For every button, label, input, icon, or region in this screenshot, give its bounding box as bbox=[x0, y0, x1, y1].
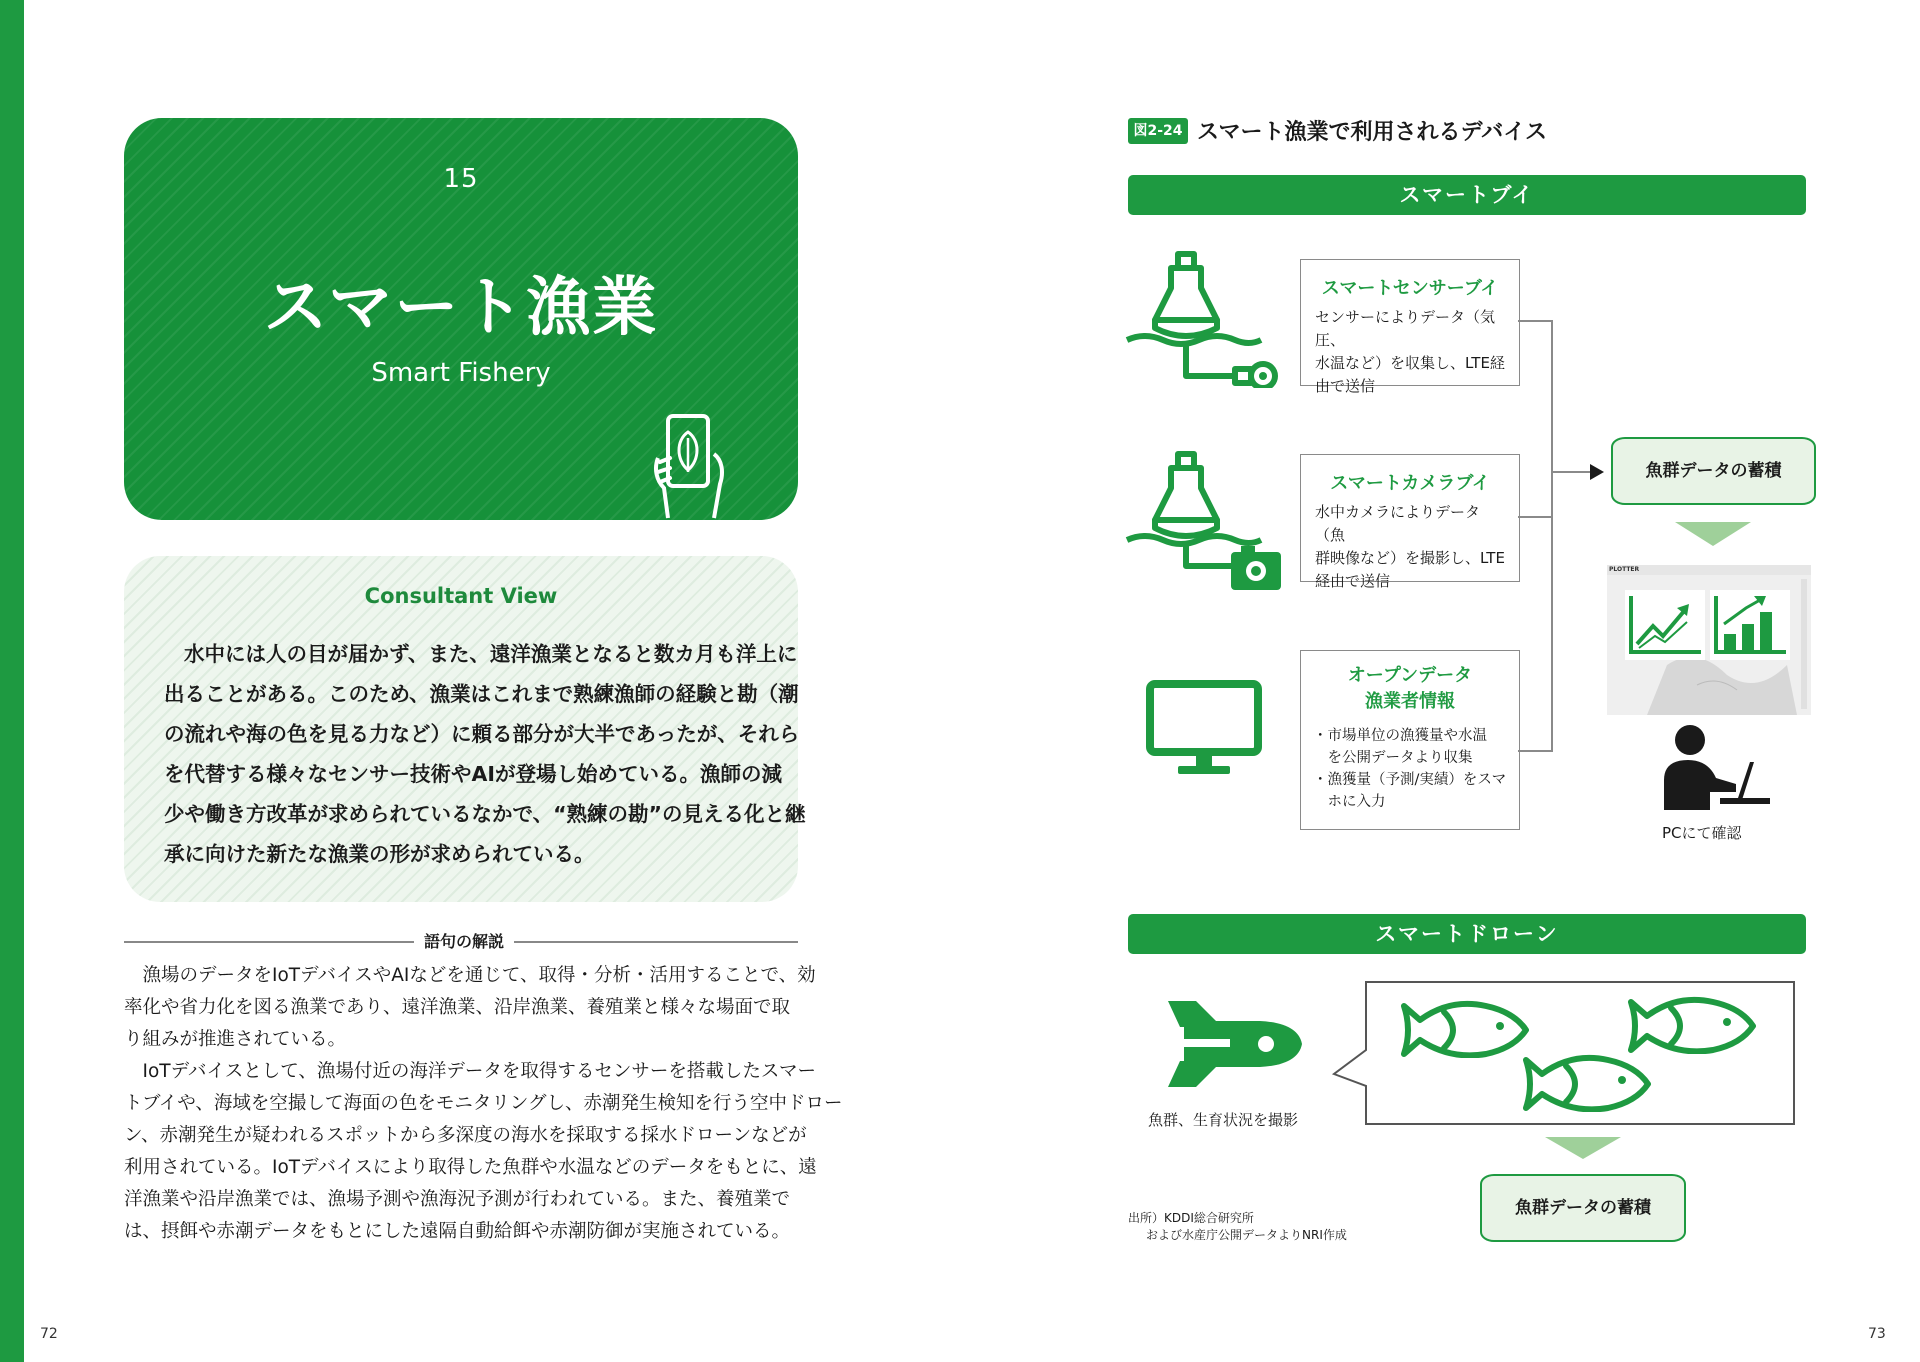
cv-line: の流れや海の色を見る力など）に頼る部分が大半であったが、それら bbox=[164, 722, 800, 746]
device-title-line: 漁業者情報 bbox=[1365, 691, 1455, 712]
source-line: 出所）KDDI総合研究所 bbox=[1128, 1211, 1254, 1225]
sensor-buoy-icon bbox=[1125, 248, 1285, 388]
figure-title: スマート漁業で利用されるデバイス bbox=[1197, 120, 1548, 145]
device-line: 水中カメラによりデータ（魚 bbox=[1315, 503, 1481, 544]
connector-line bbox=[1518, 750, 1552, 752]
glossary-line: 漁場のデータをIoTデバイスやAIなどを通じて、取得・分析・活用することで、効 bbox=[124, 965, 816, 986]
device-title bbox=[1301, 663, 1519, 715]
down-arrow-icon bbox=[1545, 1137, 1621, 1159]
glossary-rule-left bbox=[124, 941, 414, 943]
device-line: ・漁獲量（予測/実績）をスマ bbox=[1313, 772, 1507, 788]
device-box-camera-buoy bbox=[1300, 454, 1520, 590]
device-line: 群映像など）を撮影し、LTE bbox=[1315, 549, 1505, 567]
consultant-view-heading: Consultant View bbox=[364, 584, 558, 608]
device-title-line: オープンデータ bbox=[1347, 665, 1473, 686]
source-note bbox=[1128, 1210, 1347, 1244]
glossary-line: 利用されている。IoTデバイスにより取得した魚群や水温などのデータをもとに、遠 bbox=[124, 1157, 817, 1178]
fish-icon bbox=[1627, 996, 1759, 1054]
connector-line bbox=[1552, 471, 1592, 473]
cv-line: 出ることがある。このため、漁業はこれまで熟練漁師の経験と勘（潮 bbox=[164, 682, 799, 706]
device-line: ・市場単位の漁獲量や水温 bbox=[1313, 728, 1487, 744]
glossary-rule-right bbox=[514, 941, 798, 943]
device-line: 由で送信 bbox=[1315, 377, 1376, 395]
section-bar-smart-buoy: スマートブイ bbox=[1128, 175, 1806, 215]
drone-icon bbox=[1160, 993, 1306, 1093]
glossary-line: は、摂餌や赤潮データをもとにした遠隔自動給餌や赤潮防御が実施されている。 bbox=[124, 1221, 791, 1242]
person-laptop-icon bbox=[1650, 722, 1780, 814]
device-line: 水温など）を収集し、LTE経 bbox=[1315, 354, 1505, 372]
left-edge-bar bbox=[0, 0, 24, 1362]
device-box-sensor-buoy bbox=[1300, 259, 1520, 395]
glossary-line: 率化や省力化を図る漁業であり、遠洋漁業、沿岸漁業、養殖業と様々な場面で取 bbox=[124, 997, 791, 1018]
device-description bbox=[1313, 725, 1509, 813]
consultant-view-text bbox=[164, 634, 806, 874]
fish-icon bbox=[1400, 1000, 1532, 1058]
title-card bbox=[124, 118, 798, 520]
device-line: ホに入力 bbox=[1313, 794, 1386, 810]
page-subtitle: Smart Fishery bbox=[371, 358, 551, 388]
figure-tag: 図2-24 bbox=[1128, 118, 1188, 144]
drone-caption: 魚群、生育状況を撮影 bbox=[1148, 1111, 1299, 1129]
device-line: を公開データより収集 bbox=[1313, 750, 1473, 766]
chapter-number: 15 bbox=[443, 164, 479, 194]
bar-chart-icon bbox=[1710, 590, 1790, 660]
device-line: 経由で送信 bbox=[1315, 572, 1391, 590]
glossary-line: ン、赤潮発生が疑われるスポットから多深度の海水を採取する採水ドローンなどが bbox=[124, 1125, 807, 1146]
data-storage-cylinder: 魚群データの蓄積 bbox=[1611, 437, 1816, 505]
device-box-open-data bbox=[1300, 650, 1520, 830]
glossary-line: トブイや、海域を空撮して海面の色をモニタリングし、赤潮発生検知を行う空中ドロー bbox=[124, 1093, 843, 1114]
camera-buoy-icon bbox=[1125, 448, 1285, 596]
device-line: センサーによりデータ（気圧、 bbox=[1315, 308, 1496, 349]
connector-line bbox=[1518, 516, 1552, 518]
consultant-view-box bbox=[124, 556, 806, 902]
fish-icon bbox=[1522, 1054, 1654, 1112]
device-description bbox=[1315, 306, 1509, 398]
data-storage-cylinder: 魚群データの蓄積 bbox=[1480, 1174, 1686, 1242]
connector-line bbox=[1518, 320, 1552, 322]
glossary-line: り組みが推進されている。 bbox=[124, 1029, 347, 1050]
cv-line: 少や働き方改革が求められているなかで、“熟練の勘”の見える化と継 bbox=[164, 802, 806, 826]
cv-line: 水中には人の目が届かず、また、遠洋漁業となると数カ月も洋上に bbox=[184, 642, 798, 666]
line-chart-icon bbox=[1625, 590, 1705, 660]
device-title: スマートカメラブイ bbox=[1330, 473, 1490, 494]
glossary-line: IoTデバイスとして、漁場付近の海洋データを取得するセンサーを搭載したスマー bbox=[124, 1061, 817, 1082]
glossary-line: 洋漁業や沿岸漁業では、漁場予測や漁海況予測が行われている。また、養殖業で bbox=[124, 1189, 791, 1210]
screen-app-label: PLOTTER bbox=[1609, 566, 1640, 573]
pc-check-label: PCにて確認 bbox=[1662, 824, 1742, 842]
device-title: スマートセンサーブイ bbox=[1321, 278, 1499, 299]
device-description bbox=[1315, 501, 1509, 593]
page-number-right: 73 bbox=[1868, 1326, 1886, 1342]
down-arrow-icon bbox=[1675, 522, 1751, 546]
glossary-heading: 語句の解説 bbox=[423, 932, 504, 951]
section-bar-smart-drone: スマートドローン bbox=[1128, 914, 1806, 954]
cv-line: 承に向けた新たな漁業の形が求められている。 bbox=[164, 842, 595, 866]
connector-line bbox=[1551, 320, 1553, 752]
glossary-text bbox=[124, 960, 843, 1248]
smartphone-leaf-icon bbox=[644, 410, 738, 520]
monitor-icon bbox=[1146, 680, 1262, 780]
source-line: および水産庁公開データよりNRI作成 bbox=[1146, 1228, 1347, 1242]
arrow-head-icon bbox=[1590, 464, 1604, 480]
cv-line: を代替する様々なセンサー技術やAIが登場し始めている。漁師の減 bbox=[164, 762, 782, 786]
page-number-left: 72 bbox=[40, 1326, 58, 1342]
page-title: スマート漁業 bbox=[263, 271, 659, 345]
